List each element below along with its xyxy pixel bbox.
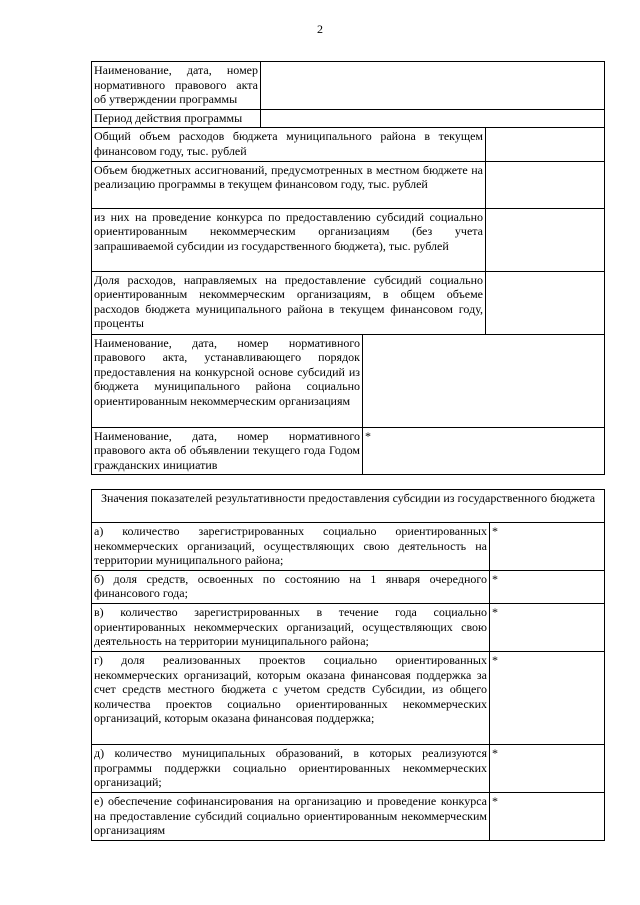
row-value: *: [490, 651, 605, 744]
row-label: Доля расходов, направляемых на предоставление субсидий социально ориентированным некоммерческим организациям, в общем объеме расходов бюджета муниципального района в текущем финансовом году, проценты: [92, 271, 486, 334]
row-value: *: [490, 523, 605, 571]
performance-indicators-table: [91, 489, 605, 841]
row-label: Наименование, дата, номер нормативного правового акта, устанавливающего порядок предоставления на конкурсной основе субсидий из бюджета муниципального района социально ориентированным некоммерческим организациям: [92, 334, 363, 427]
row-value: [261, 109, 605, 128]
table-header: Значения показателей результативности предоставления субсидии из государственного бюджета: [92, 490, 605, 523]
row-value: [486, 161, 605, 208]
row-value: [363, 334, 605, 427]
table-row: [92, 109, 605, 128]
row-label: Наименование, дата, номер нормативного правового акта об утверждении программы: [92, 62, 261, 110]
table-row: [92, 603, 605, 651]
table-row: [92, 128, 605, 161]
row-label: Объем бюджетных ассигнований, предусмотренных в местном бюджете на реализацию программы в текущем финансовом году, тыс. рублей: [92, 161, 486, 208]
table-row: [92, 271, 605, 334]
row-value: *: [490, 792, 605, 840]
row-label: из них на проведение конкурса по предоставлению субсидий социально ориентированным некоммерческим организациям (без учета запрашиваемой субсидии из государственного бюджета), тыс. рублей: [92, 208, 486, 271]
table-row: [92, 570, 605, 603]
table-row: [92, 427, 605, 475]
row-label: Период действия программы: [92, 109, 261, 128]
row-label: е) обеспечение софинансирования на организацию и проведение конкурса на предоставление субсидий социально ориентированным некоммерческим организациям: [92, 792, 490, 840]
table-row: [92, 744, 605, 792]
row-label: д) количество муниципальных образований, в которых реализуются программы поддержки социально ориентированных некоммерческих организаций;: [92, 744, 490, 792]
table-header-row: [92, 490, 605, 523]
row-value: [261, 62, 605, 110]
row-label: Общий объем расходов бюджета муниципального района в текущем финансовом году, тыс. рублей: [92, 128, 486, 161]
row-label: а) количество зарегистрированных социально ориентированных некоммерческих организаций, осуществляющих свою деятельность на территории муниципального района;: [92, 523, 490, 571]
row-label: в) количество зарегистрированных в течение года социально ориентированных некоммерческих организаций, осуществляющих свою деятельность на территории муниципального района;: [92, 603, 490, 651]
row-value: [486, 128, 605, 161]
table-row: [92, 792, 605, 840]
table-row: [92, 651, 605, 744]
table-row: [92, 62, 605, 110]
row-label: г) доля реализованных проектов социально ориентированных некоммерческих организаций, которым оказана финансовая поддержка за счет средств местного бюджета с учетом средств Субсидии, из общего количества проектов социально ориентированных некоммерческих организаций, которым оказана финансовая поддержка;: [92, 651, 490, 744]
table-row: [92, 334, 605, 427]
row-value: *: [490, 603, 605, 651]
row-value: *: [490, 744, 605, 792]
page-number: 2: [317, 22, 323, 36]
row-value: [486, 208, 605, 271]
row-label: Наименование, дата, номер нормативного правового акта об объявлении текущего года Годом гражданских инициатив: [92, 427, 363, 475]
table-row: [92, 523, 605, 571]
program-info-table: [91, 61, 605, 475]
row-value: *: [363, 427, 605, 475]
row-label: б) доля средств, освоенных по состоянию на 1 января очередного финансового года;: [92, 570, 490, 603]
row-value: [486, 271, 605, 334]
table-row: [92, 161, 605, 208]
row-value: *: [490, 570, 605, 603]
table-row: [92, 208, 605, 271]
